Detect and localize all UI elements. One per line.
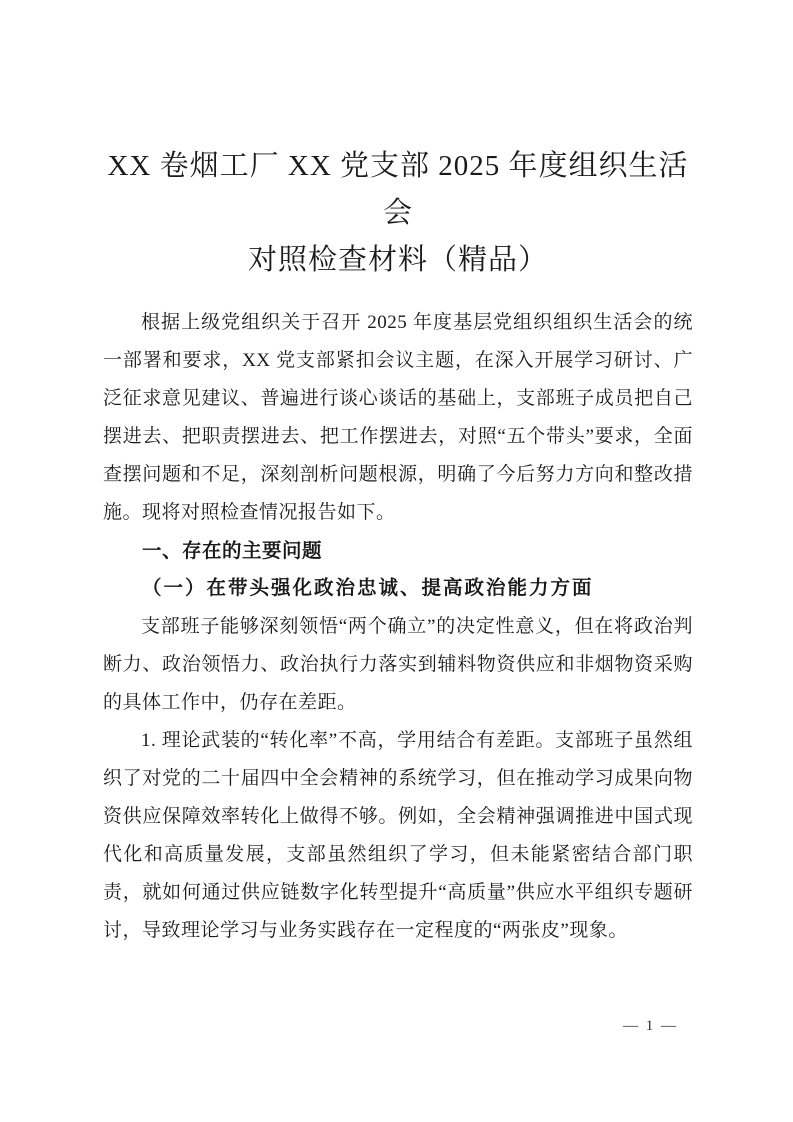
section-heading-main-problems: 一、存在的主要问题 xyxy=(142,540,323,562)
paragraph-two-establishes: 支部班子能够深刻领悟“两个确立”的决定性意义，但在将政治判断力、政治领悟力、政治执行力落实到辅料物资供应和非烟物资采购的具体工作中，仍存在差距。 xyxy=(103,616,693,713)
document-title-line-2: 对照检查材料（精品） xyxy=(247,244,548,276)
page-number: — 1 — xyxy=(623,1018,678,1034)
paragraph-theory-conversion: 1. 理论武装的“转化率”不高，学用结合有差距。支部班子虽然组织了对党的二十届四中全会精神的系统学习，但在推动学习成果向物资供应保障效率转化上做得不够。例如，全会精神强调推进中国式现代化和高质量发展，支部虽然组织了学习，但未能紧密结合部门职责，就如何通过供应链数字化转型提升“高质量”供应水平组织专题研讨，导致理论学习与业务实践存在一定程度的“两张皮”现象。 xyxy=(103,730,693,941)
document-title xyxy=(103,143,693,284)
document-title-line-1: XX 卷烟工厂 XX 党支部 2025 年度组织生活会 xyxy=(107,150,689,229)
intro-paragraph: 根据上级党组织关于召开 2025 年度基层党组织组织生活会的统一部署和要求，XX 党支部紧扣会议主题，在深入开展学习研讨、广泛征求意见建议、普遍进行谈心谈话的基础上，支部班子成员把自己摆进去、把职责摆进去、把工作摆进去，对照“五个带头”要求，全面查摆问题和不足，深刻剖析问题根源，明确了今后努力方向和整改措施。现将对照检查情况报告如下。 xyxy=(103,312,693,523)
subsection-heading-political-loyalty: （一）在带头强化政治忠诚、提高政治能力方面 xyxy=(142,578,594,599)
